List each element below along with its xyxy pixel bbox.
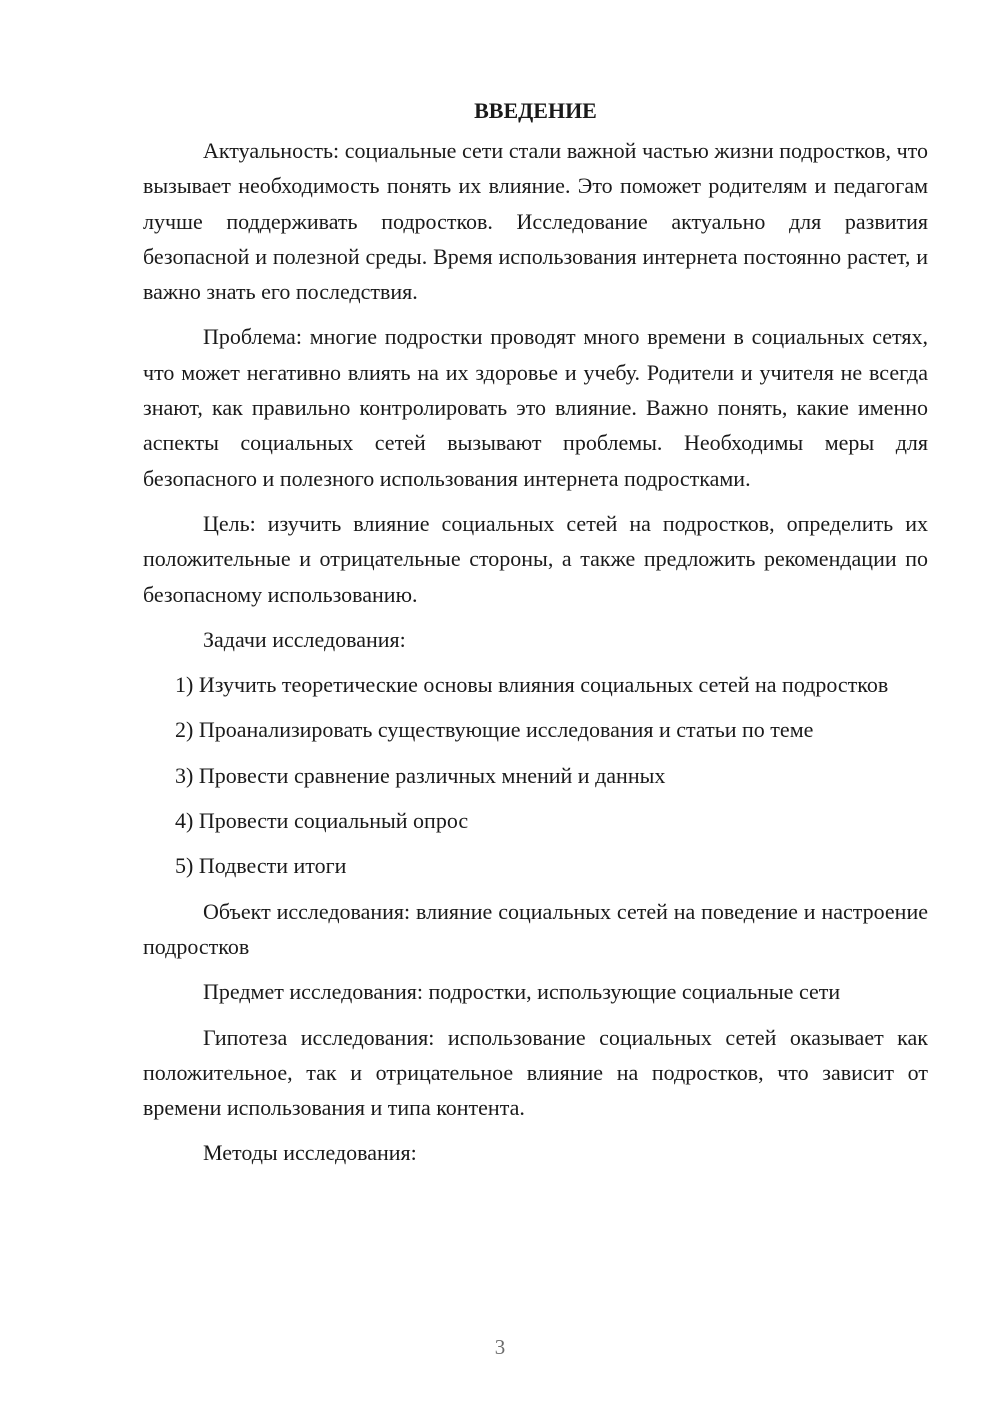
paragraph-problem: Проблема: многие подростки проводят много времени в социальных сетях, что может негативно влиять на их здоровье и учебу. Родители и учителя не всегда знают, как правильно контролировать это влияние. Важно понять, какие именно аспекты социальных сетей вызывают проблемы. Необходимы меры для безопасного и полезного использования интернета подростками.: [143, 324, 928, 491]
paragraph-hypothesis: Гипотеза исследования: использование социальных сетей оказывает как положительное, так и отрицательное влияние на подростков, что зависит от времени использования и типа контента.: [143, 1024, 928, 1121]
task-item-4: 4) Провести социальный опрос: [175, 808, 469, 834]
paragraph-subject: Предмет исследования: подростки, использующие социальные сети: [203, 979, 841, 1005]
paragraph-goal: Цель: изучить влияние социальных сетей на подростков, определить их положительные и отрицательные стороны, а также предложить рекомендации по безопасному использованию.: [143, 510, 928, 607]
paragraph-methods: Методы исследования:: [203, 1140, 417, 1166]
task-item-3: 3) Провести сравнение различных мнений и данных: [175, 762, 666, 788]
task-item-1: 1) Изучить теоретические основы влияния социальных сетей на подростков: [175, 672, 889, 698]
task-item-5: 5) Подвести итоги: [175, 853, 347, 879]
section-heading: ВВЕДЕНИЕ: [474, 98, 597, 123]
task-item-2: 2) Проанализировать существующие исследования и статьи по теме: [175, 717, 814, 743]
paragraph-tasks-title: Задачи исследования:: [203, 626, 406, 652]
page-number: 3: [494, 1335, 506, 1359]
document-page: [143, 95, 928, 1181]
paragraph-relevance: Актуальность: социальные сети стали важной частью жизни подростков, что вызывает необходимость понять их влияние. Это поможет родителям и педагогам лучше поддерживать подростков. Исследование актуально для развития безопасной и полезной среды. Время использования интернета постоянно растет, и важно знать его последствия.: [143, 138, 928, 305]
paragraph-object: Объект исследования: влияние социальных сетей на поведение и настроение подростков: [143, 898, 928, 959]
